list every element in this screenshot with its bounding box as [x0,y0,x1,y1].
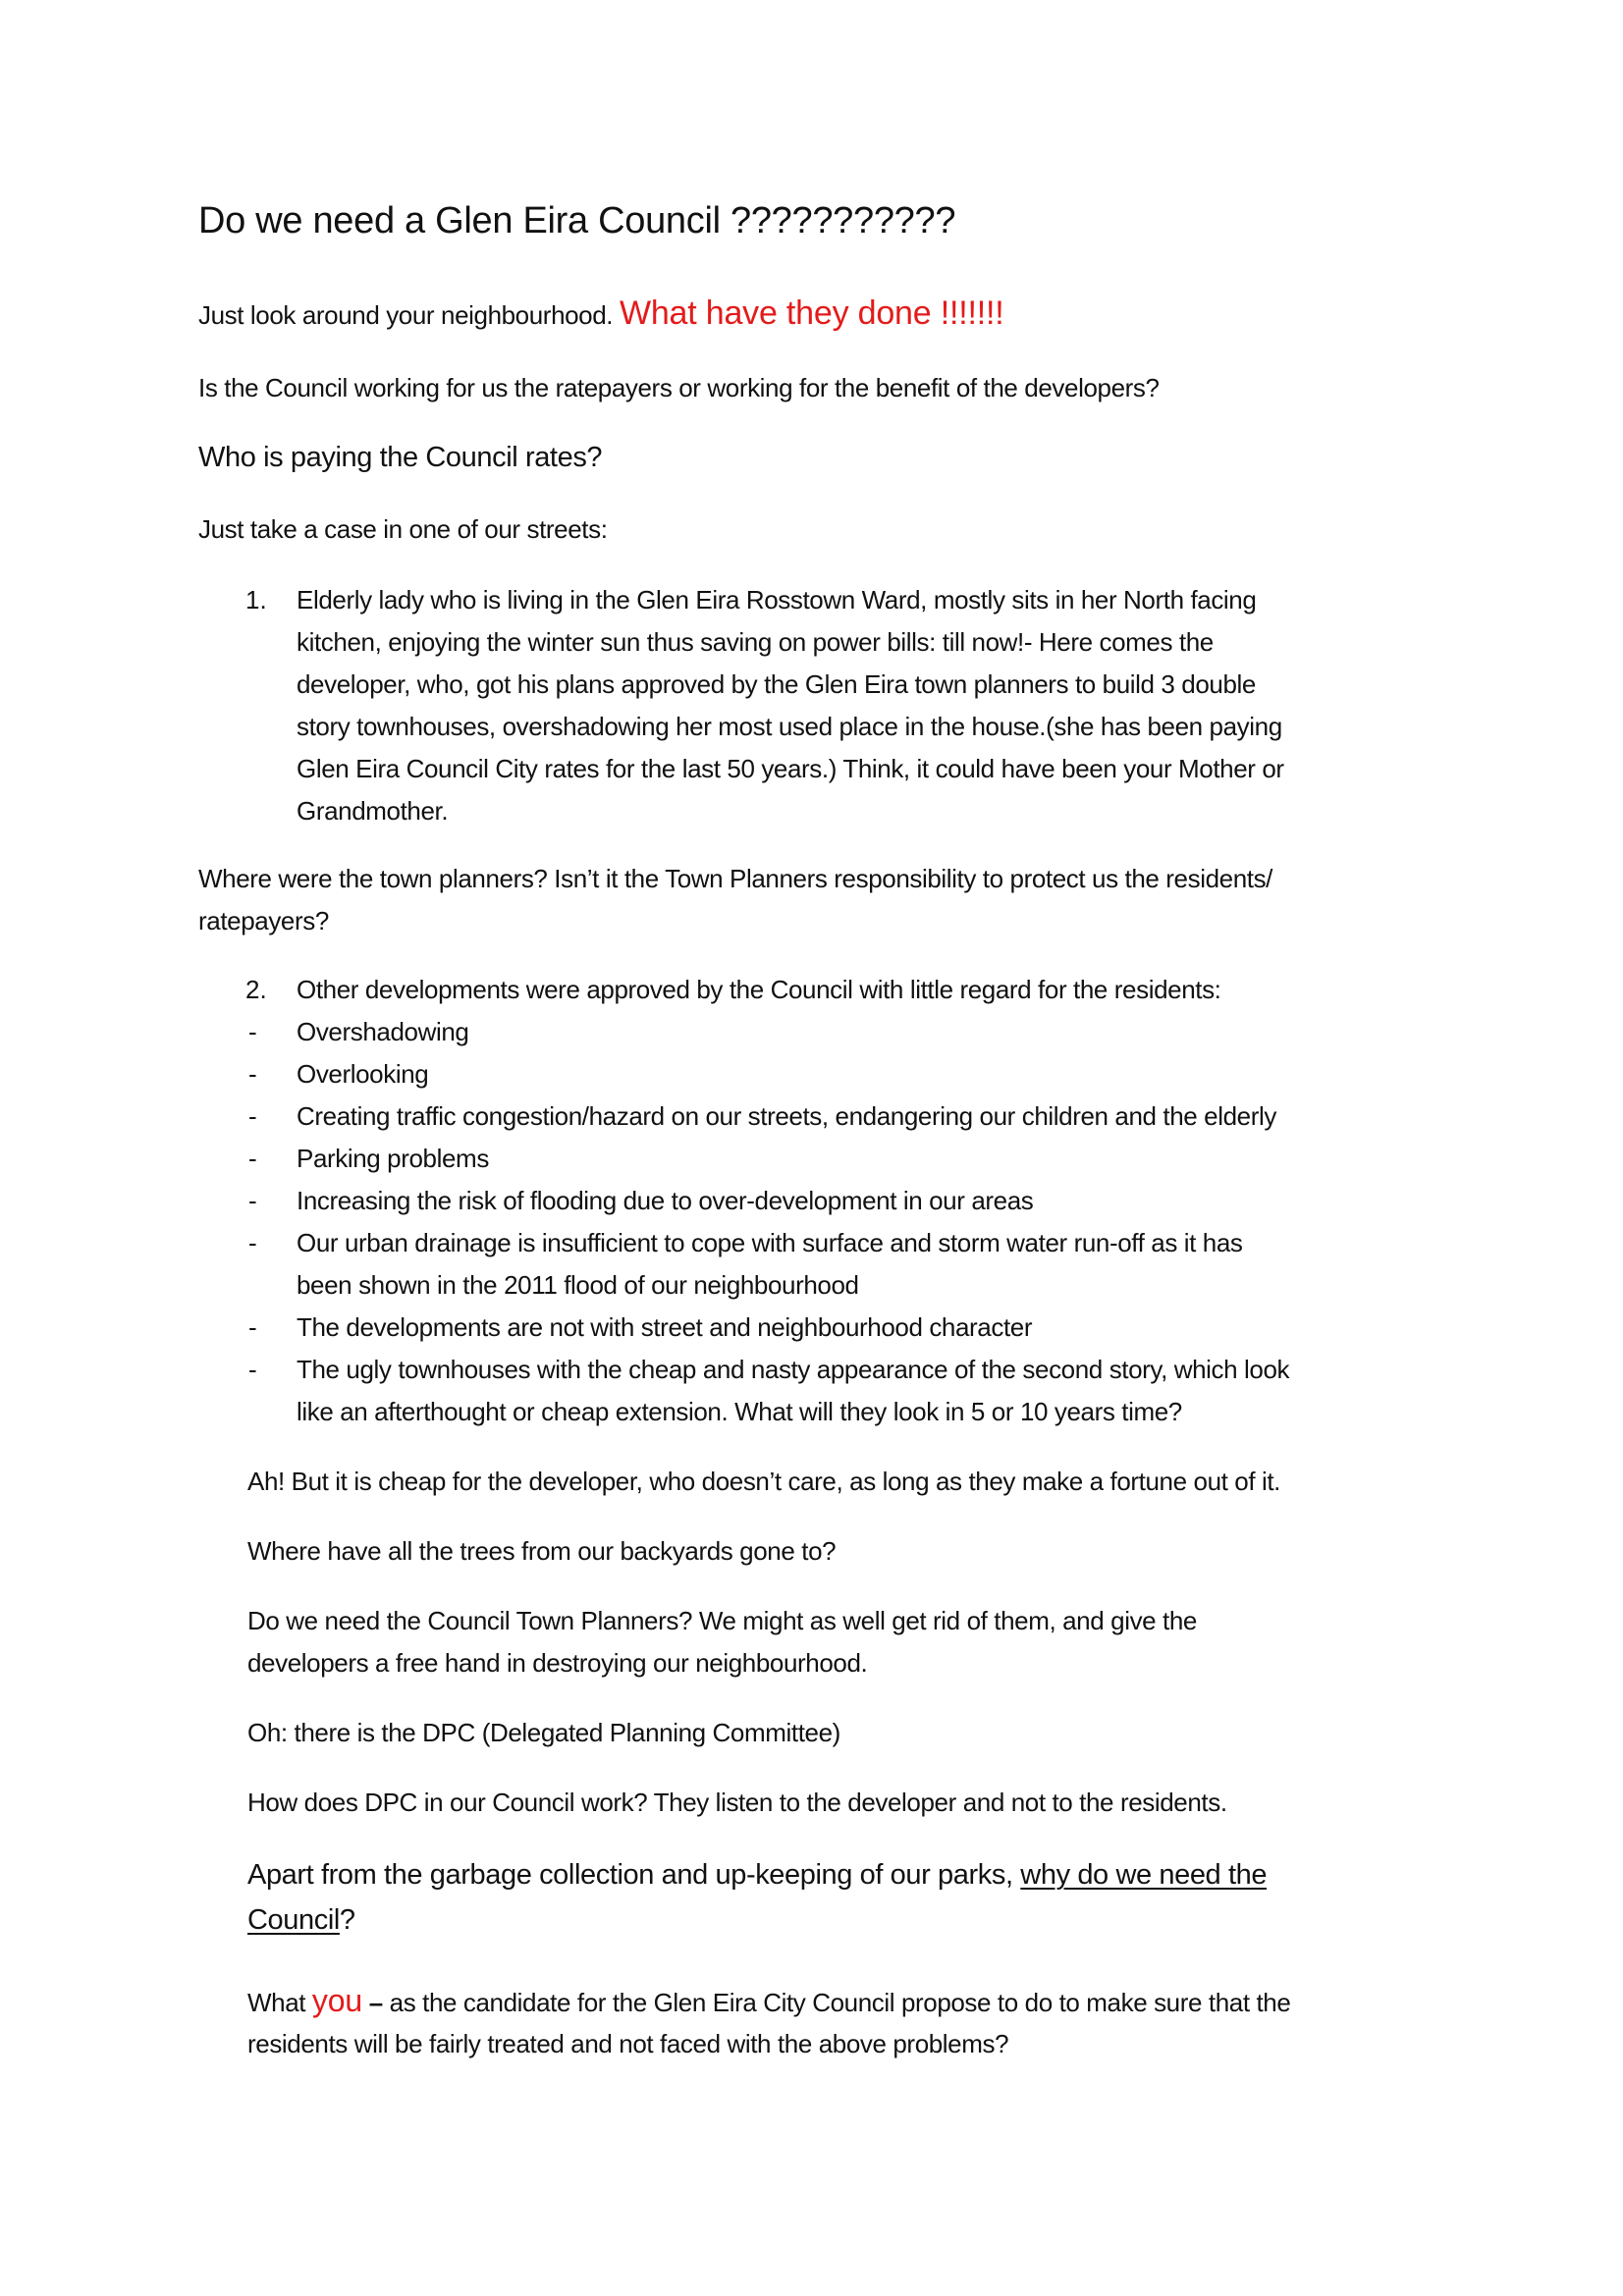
bullet-dash: - [248,1312,257,1342]
paragraph-council-working: Is the Council working for us the ratepayers or working for the benefit of the developers? [198,373,1160,402]
apart-underlined-council: Council [247,1904,340,1936]
apart-question-mark: ? [339,1904,355,1936]
bullet-item: Overlooking [297,1059,429,1089]
item1-line: Elderly lady who is living in the Glen Eira Rosstown Ward, mostly sits in her North facing [297,585,1257,614]
paragraph-need-planners-line: developers a free hand in destroying our neighbourhood. [247,1648,868,1678]
item1-line: developer, who, got his plans approved by the Glen Eira town planners to build 3 double [297,669,1256,699]
item1-line: Grandmother. [297,796,449,826]
bullet-item: The ugly townhouses with the cheap and nasty appearance of the second story, which look [297,1355,1290,1384]
what-you-rest: as the candidate for the Glen Eira City Council propose to do to make sure that the [382,1988,1291,2017]
bullet-item: Overshadowing [297,1017,469,1046]
bullet-dash: - [248,1186,257,1215]
bullet-dash: - [248,1017,257,1046]
bullet-item-continuation: been shown in the 2011 flood of our neighbourhood [297,1270,859,1300]
apart-plain-text: Apart from the garbage collection and up-keeping of our parks, [247,1859,1021,1891]
bullet-dash: - [248,1101,257,1131]
intro-paragraph [198,294,1003,333]
paragraph-town-planners-line: ratepayers? [198,906,329,935]
paragraph-apart-line1 [247,1859,1267,1892]
paragraph-apart-line2 [247,1904,355,1937]
item1-line: kitchen, enjoying the winter sun thus saving on power bills: till now!- Here comes the [297,627,1214,657]
intro-text: Just look around your neighbourhood. [198,300,620,330]
paragraph-dpc: Oh: there is the DPC (Delegated Planning Committee) [247,1718,840,1747]
paragraph-dpc-work: How does DPC in our Council work? They listen to the developer and not to the residents. [247,1788,1227,1817]
bullet-item: The developments are not with street and neighbourhood character [297,1312,1033,1342]
bullet-dash: - [248,1228,257,1257]
list-number-1: 1. [245,585,267,614]
bullet-dash: - [248,1144,257,1173]
what-you-lead: What [247,1988,312,2017]
paragraph-what-you-line2: residents will be fairly treated and not faced with the above problems? [247,2029,1009,2058]
paragraph-trees: Where have all the trees from our backyards gone to? [247,1536,837,1566]
bullet-dash: - [248,1059,257,1089]
intro-highlight: What have they done !!!!!!! [619,294,1004,332]
paragraph-ah: Ah! But it is cheap for the developer, who doesn’t care, as long as they make a fortune out of it. [247,1467,1281,1496]
bullet-dash: - [248,1355,257,1384]
paragraph-who-paying: Who is paying the Council rates? [198,442,603,473]
bullet-item: Our urban drainage is insufficient to cope with surface and storm water run-off as it has [297,1228,1243,1257]
list-number-2: 2. [245,975,267,1004]
what-you-dash: – [361,1988,383,2017]
bullet-item: Parking problems [297,1144,489,1173]
item1-line: story townhouses, overshadowing her most used place in the house.(she has been paying [297,712,1282,741]
what-you-highlight: you [311,1983,362,2018]
page-title: Do we need a Glen Eira Council ??????????? [198,200,956,241]
apart-underlined-text: why do we need the [1020,1859,1268,1891]
item2-text: Other developments were approved by the Council with little regard for the residents: [297,975,1221,1004]
bullet-item: Creating traffic congestion/hazard on our streets, endangering our children and the elderly [297,1101,1276,1131]
paragraph-case: Just take a case in one of our streets: [198,514,608,544]
bullet-item-continuation: like an afterthought or cheap extension. What will they look in 5 or 10 years time? [297,1397,1182,1426]
bullet-item: Increasing the risk of flooding due to over-development in our areas [297,1186,1034,1215]
paragraph-need-planners-line: Do we need the Council Town Planners? We might as well get rid of them, and give the [247,1606,1197,1635]
paragraph-what-you-line1 [247,1983,1290,2019]
paragraph-town-planners-line: Where were the town planners? Isn’t it the Town Planners responsibility to protect us the residents/ [198,864,1272,893]
item1-line: Glen Eira Council City rates for the last 50 years.) Think, it could have been your Mother or [297,754,1284,783]
